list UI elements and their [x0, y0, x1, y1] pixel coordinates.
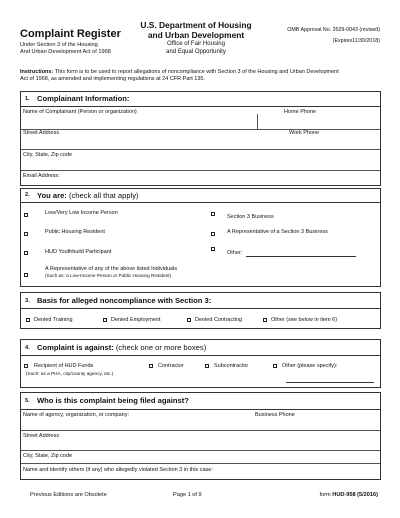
recipient-of-hud-funds-note: (Such: as a PHA, city/county agency, etc.): [26, 371, 114, 376]
office-name-line1: Office of Fair Housing: [167, 41, 225, 47]
section-2-number: 2.: [25, 192, 30, 198]
public-housing-resident-checkbox[interactable]: [24, 232, 28, 236]
office-name-line2: and Equal Opportunity: [166, 49, 226, 55]
section-complainant-information: [20, 91, 381, 186]
denied-training-checkbox[interactable]: [26, 318, 30, 322]
expiration-date: (Expires11/30/2018): [332, 38, 380, 44]
complainant-name-label: Name of Complainant (Person or organization): [23, 109, 137, 115]
low-income-person-checkbox[interactable]: [24, 213, 28, 217]
field-divider: [257, 114, 258, 129]
form-subtitle-line1: Under Section 3 of the Housing: [20, 42, 98, 48]
agency-street-address-label: Street Address: [23, 433, 60, 439]
section-complaint-filed-against: [20, 392, 381, 480]
section3-business-label: Section 3 Business: [227, 214, 274, 220]
section-3-header: [21, 293, 380, 309]
subcontractor-label: Subcontractor: [214, 363, 249, 369]
recipient-of-hud-funds-label: Recipient of HUD Funds: [34, 363, 94, 369]
section-1-number: 1.: [25, 96, 30, 102]
section-3-number: 3.: [25, 298, 30, 304]
recipient-of-hud-funds-checkbox[interactable]: [24, 364, 28, 368]
other-party-checkbox[interactable]: [273, 364, 277, 368]
omb-approval: OMB Approval No. 2529-0043 (revised): [287, 27, 380, 33]
row-divider: [21, 170, 380, 171]
section-4-header: [21, 340, 380, 356]
denied-contracting-checkbox[interactable]: [187, 318, 191, 322]
section3-business-checkbox[interactable]: [211, 212, 215, 216]
representative-of-individuals-checkbox[interactable]: [24, 273, 28, 277]
agency-name-label: Name of agency, organization, or company:: [23, 412, 129, 418]
instructions-label: Instructions:: [20, 69, 54, 75]
section-5-title: Who is this complaint being filed against?: [37, 396, 189, 405]
representative-of-individuals-label: A Representative of any of the above listed Individuals: [45, 266, 178, 272]
home-phone-label: Home Phone: [284, 109, 317, 115]
section-2-title: [37, 191, 139, 200]
section-5-header: [21, 393, 380, 410]
section-4-title-note: (check one or more boxes): [113, 343, 207, 352]
section3-business-representative-label: A Representative of a Section 3 Business: [227, 229, 328, 235]
other-checkbox[interactable]: [211, 247, 215, 251]
form-number-prefix: form: [319, 492, 333, 498]
section-2-header: [21, 189, 380, 203]
row-divider: [21, 463, 380, 464]
contractor-label: Contractor: [158, 363, 184, 369]
denied-employment-checkbox[interactable]: [103, 318, 107, 322]
other-party-specify-field[interactable]: [286, 382, 374, 383]
other-basis-checkbox[interactable]: [263, 318, 267, 322]
public-housing-resident-label: Public Housing Resident: [45, 229, 105, 235]
section-4-title-text: Complaint is against:: [37, 343, 114, 352]
department-name-line2: and Urban Development: [147, 30, 245, 40]
page-number: Page 1 of 9: [173, 492, 202, 498]
denied-contracting-label: Denied Contracting: [195, 317, 243, 323]
section-complaint-is-against: [20, 339, 381, 388]
city-state-zip-label: City, State, Zip code: [23, 152, 73, 158]
instructions-text-line2: Act of 1968, as amended and implementing regulations at 24 CFR Part 135.: [20, 76, 205, 82]
section-1-title: Complainant Information:: [37, 94, 130, 103]
department-name-line1: U.S. Department of Housing: [140, 20, 252, 30]
row-divider: [21, 129, 380, 130]
row-divider: [21, 450, 380, 451]
section-1-header: [21, 92, 380, 107]
other-party-label: Other (please specify):: [282, 363, 338, 369]
other-basis-label: Other (see below in item 6): [271, 317, 338, 323]
form-number: [320, 492, 378, 498]
section-basis-for-noncompliance: [20, 292, 381, 329]
business-phone-label: Business Phone: [255, 412, 295, 418]
section-4-number: 4.: [25, 345, 30, 351]
section3-business-representative-checkbox[interactable]: [211, 232, 215, 236]
work-phone-label: Work Phone: [289, 130, 320, 136]
denied-employment-label: Denied Employment: [111, 317, 161, 323]
row-divider: [21, 430, 380, 431]
instructions-text-line1: This form is to be used to report allegations of noncompliance with Section 3 of the Housing and Urban Development: [53, 69, 339, 75]
others-violated-label: Name and identify others (if any) who allegedly violated Section 3 in this case:: [23, 467, 213, 473]
form-number-id: HUD-958 (5/2016): [332, 492, 378, 498]
section-you-are: [20, 188, 381, 287]
section-4-title: [37, 343, 206, 352]
other-specify-field[interactable]: [246, 256, 356, 257]
form-title: Complaint Register: [20, 28, 121, 40]
section-3-title: Basis for alleged noncompliance with Section 3:: [37, 296, 212, 305]
other-label: Other:: [227, 250, 243, 256]
section-2-title-note: (check all that apply): [66, 191, 139, 200]
email-address-label: Email Address:: [23, 173, 60, 179]
youthbuild-participant-checkbox[interactable]: [24, 251, 28, 255]
denied-training-label: Denied Training: [34, 317, 73, 323]
contractor-checkbox[interactable]: [149, 364, 153, 368]
instructions: [20, 69, 382, 83]
low-income-person-label: Low/Very Low Income Person: [45, 210, 118, 216]
street-address-label: Street Address: [23, 130, 60, 136]
agency-city-state-zip-label: City, State, Zip code: [23, 453, 73, 459]
row-divider: [21, 149, 380, 150]
section-5-number: 5.: [25, 398, 30, 404]
representative-of-individuals-note: (Such as: a Low-Income Person or Public Housing Resident): [45, 273, 172, 278]
footer-obsolete-notice: Previous Editions are Obsolete: [30, 492, 107, 498]
youthbuild-participant-label: HUD Youthbuild Participant: [45, 249, 112, 255]
form-subtitle-line2: And Urban Development Act of 1968: [20, 49, 111, 55]
subcontractor-checkbox[interactable]: [205, 364, 209, 368]
section-2-title-text: You are:: [37, 191, 67, 200]
